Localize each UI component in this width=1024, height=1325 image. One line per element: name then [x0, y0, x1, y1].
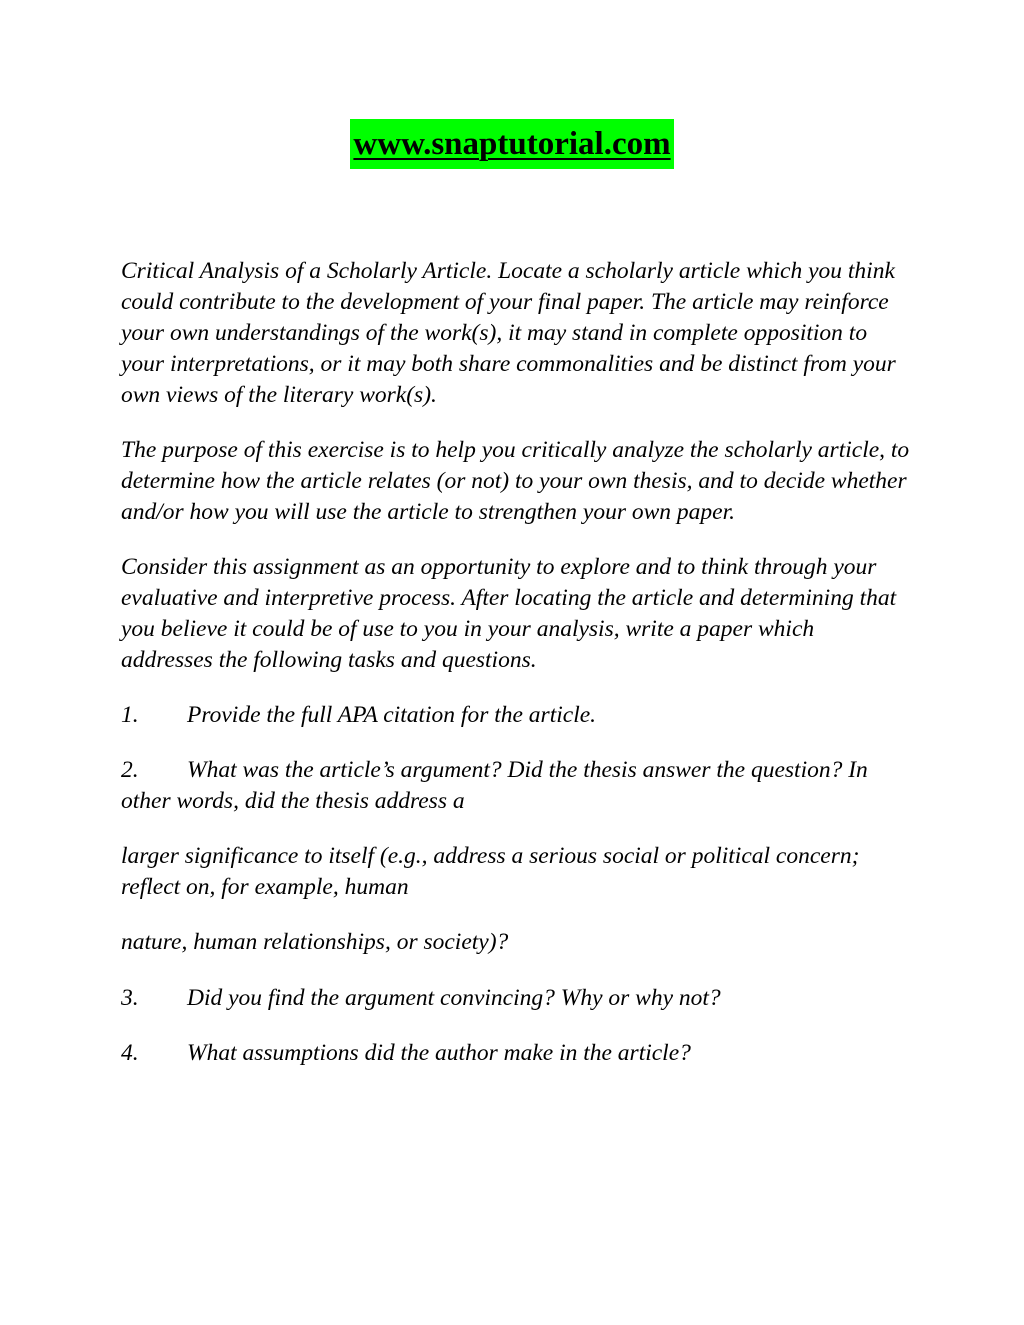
list-item-2 [121, 755, 911, 817]
intro-paragraph: Critical Analysis of a Scholarly Article. Locate a scholarly article which you think could contribute to the development of your final paper. The article may reinforce your own understandings of the work(s), it may stand in complete opposition to your interpretations, or it may both share commonalities and be distinct from your own views of the literary work(s). [121, 258, 896, 408]
document-body [121, 256, 911, 1093]
list-number: 4. [121, 1040, 139, 1066]
list-number: 3. [121, 985, 139, 1011]
list-item-2-continuation-1: larger significance to itself (e.g., address a serious social or political concern; reflect on, for example, human [121, 843, 860, 900]
list-number: 2. [121, 757, 139, 783]
list-text: What assumptions did the author make in the article? [187, 1040, 691, 1066]
purpose-paragraph: The purpose of this exercise is to help you critically analyze the scholarly article, to determine how the article relates (or not) to your own thesis, and to decide whether and/or how you will use the article to strengthen your own paper. [121, 437, 910, 525]
list-item-2-continuation-2: nature, human relationships, or society)? [121, 929, 509, 955]
list-text: Provide the full APA citation for the article. [187, 702, 597, 728]
website-link[interactable]: www.snaptutorial.com [350, 119, 673, 169]
list-item-4 [121, 1038, 911, 1069]
list-item-3 [121, 983, 911, 1014]
consider-paragraph: Consider this assignment as an opportunity to explore and to think through your evaluative and interpretive process. After locating the article and determining that you believe it could be of use to you in your analysis, write a paper which addresses the following tasks and questions. [121, 554, 897, 673]
list-text: Did you find the argument convincing? Why or why not? [187, 985, 721, 1011]
page-header [0, 119, 1024, 169]
list-item-1 [121, 700, 911, 731]
list-text: What was the article’s argument? Did the thesis answer the question? In other words, did the thesis address a [121, 757, 868, 814]
list-number: 1. [121, 702, 139, 728]
